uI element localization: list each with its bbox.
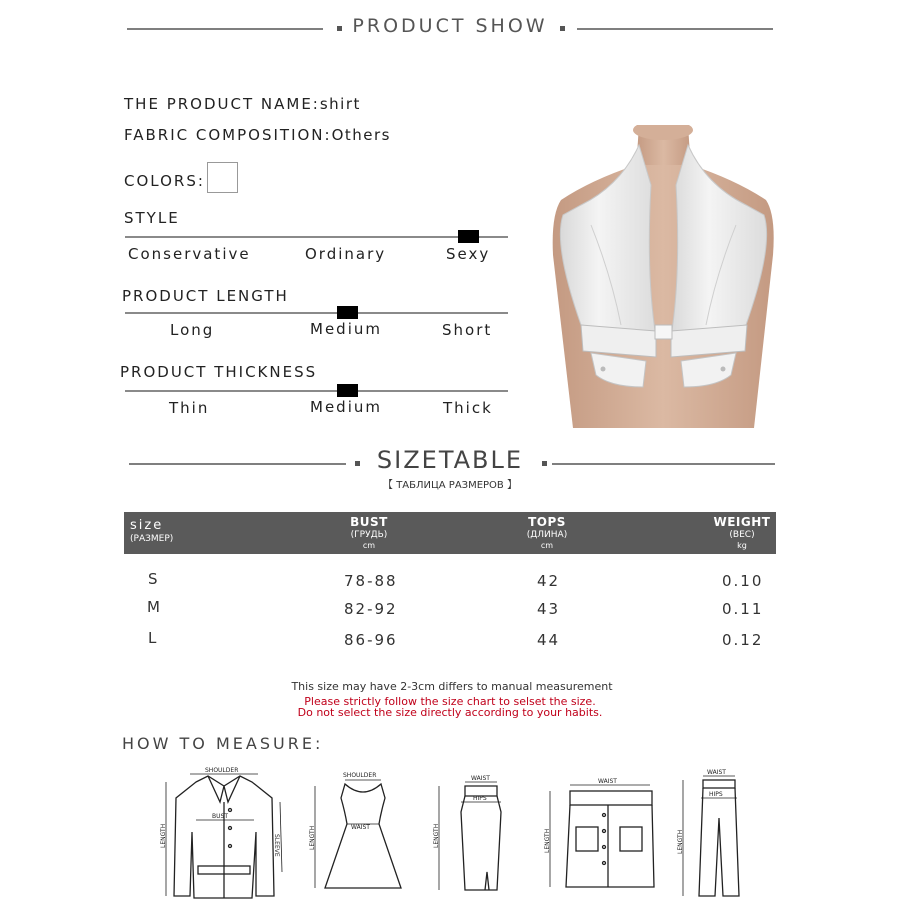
row-s-bust: 78-88 <box>344 572 398 590</box>
sizetable-subtitle: 【 ТАБЛИЦА РАЗМЕРОВ 】 <box>383 480 517 491</box>
fabric-label: FABRIC COMPOSITION: <box>124 126 332 144</box>
bust-header-sub: (ГРУДЬ) <box>350 530 388 540</box>
skirt-length-label: LENGTH <box>433 823 440 848</box>
how-to-measure-title: HOW TO MEASURE: <box>122 734 324 753</box>
pants-length-label: LENGTH <box>677 829 684 854</box>
header-rule-left <box>127 28 323 30</box>
dress-waist-label: WAIST <box>351 824 370 831</box>
tops-header-main: TOPS <box>528 515 566 529</box>
shorts-waist-label: WAIST <box>598 778 617 785</box>
sizetable-rule-right <box>552 463 775 465</box>
sizetable-bullet-right <box>542 461 547 466</box>
row-s-weight: 0.10 <box>722 572 764 590</box>
row-s-size: S <box>148 570 160 588</box>
thickness-option-thick: Thick <box>443 399 493 417</box>
header-rule-right <box>577 28 773 30</box>
style-scale-line <box>125 236 508 238</box>
row-l-size: L <box>148 629 159 647</box>
thickness-option-thin: Thin <box>169 399 210 417</box>
length-scale-marker <box>337 306 358 319</box>
product-name-row <box>124 95 361 113</box>
row-m-bust: 82-92 <box>344 600 398 618</box>
jacket-length-label: LENGTH <box>160 823 167 848</box>
row-l-weight: 0.12 <box>722 631 764 649</box>
jacket-measure-diagram <box>160 762 290 900</box>
sizetable-title: SIZETABLE <box>376 446 524 474</box>
note-measurement-tolerance: This size may have 2-3cm differs to manual measurement <box>291 680 613 693</box>
size-column-header <box>130 519 184 544</box>
style-scale-marker <box>458 230 479 243</box>
size-header-main: size <box>130 518 164 533</box>
weight-header-sub: (ВЕС) <box>729 530 755 540</box>
jacket-sleeve-label: SLEEVE <box>273 834 280 857</box>
weight-column-header <box>697 516 787 550</box>
row-s-tops: 42 <box>537 572 561 590</box>
note-habits-warning: Do not select the size directly according to your habits. <box>297 706 603 719</box>
size-header-sub: (РАЗМЕР) <box>130 534 174 544</box>
length-option-medium: Medium <box>310 320 382 338</box>
note-follow-chart: Please strictly follow the size chart to selset the size. <box>304 695 596 708</box>
sizetable-rule-left <box>129 463 346 465</box>
skirt-waist-label: WAIST <box>471 775 490 782</box>
style-option-sexy: Sexy <box>446 245 491 263</box>
product-show-title: PRODUCT SHOW <box>352 15 548 37</box>
pants-waist-label: WAIST <box>707 769 726 776</box>
jacket-bust-label: BUST <box>212 813 228 820</box>
size-table-header <box>124 512 776 554</box>
tops-column-header <box>502 516 592 550</box>
bust-column-header <box>324 516 414 550</box>
shorts-length-label: LENGTH <box>544 828 551 853</box>
length-scale-line <box>125 312 508 314</box>
product-name-value: shirt <box>319 95 361 113</box>
dress-shoulder-label: SHOULDER <box>343 772 377 779</box>
style-label: STYLE <box>124 209 180 227</box>
row-m-tops: 43 <box>537 600 561 618</box>
product-photo <box>551 125 776 428</box>
bust-header-main: BUST <box>350 515 388 529</box>
header-bullet-right <box>560 26 565 31</box>
fabric-row <box>124 126 391 144</box>
skirt-measure-diagram <box>425 772 525 897</box>
bust-header-unit: cm <box>362 541 376 550</box>
pants-measure-diagram <box>675 768 765 898</box>
style-option-ordinary: Ordinary <box>305 245 387 263</box>
pants-hips-label: HIPS <box>709 791 723 798</box>
length-option-long: Long <box>170 321 215 339</box>
weight-header-main: WEIGHT <box>713 515 771 529</box>
style-option-conservative: Conservative <box>128 245 251 263</box>
weight-header-unit: kg <box>737 541 747 550</box>
skirt-hips-label: HIPS <box>473 795 487 802</box>
thickness-scale-marker <box>337 384 358 397</box>
product-name-label: THE PRODUCT NAME: <box>124 95 320 113</box>
color-swatch-white[interactable] <box>207 162 238 193</box>
row-l-bust: 86-96 <box>344 631 398 649</box>
thickness-option-medium: Medium <box>310 398 382 416</box>
length-option-short: Short <box>442 321 493 339</box>
thickness-label: PRODUCT THICKNESS <box>120 363 318 381</box>
tops-header-sub: (ДЛИНА) <box>526 530 568 540</box>
length-label: PRODUCT LENGTH <box>122 287 289 305</box>
jacket-shoulder-label: SHOULDER <box>205 767 239 774</box>
dress-measure-diagram <box>305 768 405 893</box>
tops-header-unit: cm <box>540 541 554 550</box>
shorts-measure-diagram <box>540 775 660 895</box>
fabric-value: Others <box>331 126 391 144</box>
colors-label: COLORS: <box>124 172 205 190</box>
row-m-size: M <box>147 598 162 616</box>
header-bullet-left <box>337 26 342 31</box>
row-l-tops: 44 <box>537 631 561 649</box>
thickness-scale-line <box>125 390 508 392</box>
row-m-weight: 0.11 <box>722 600 764 618</box>
dress-length-label: LENGTH <box>309 825 316 850</box>
